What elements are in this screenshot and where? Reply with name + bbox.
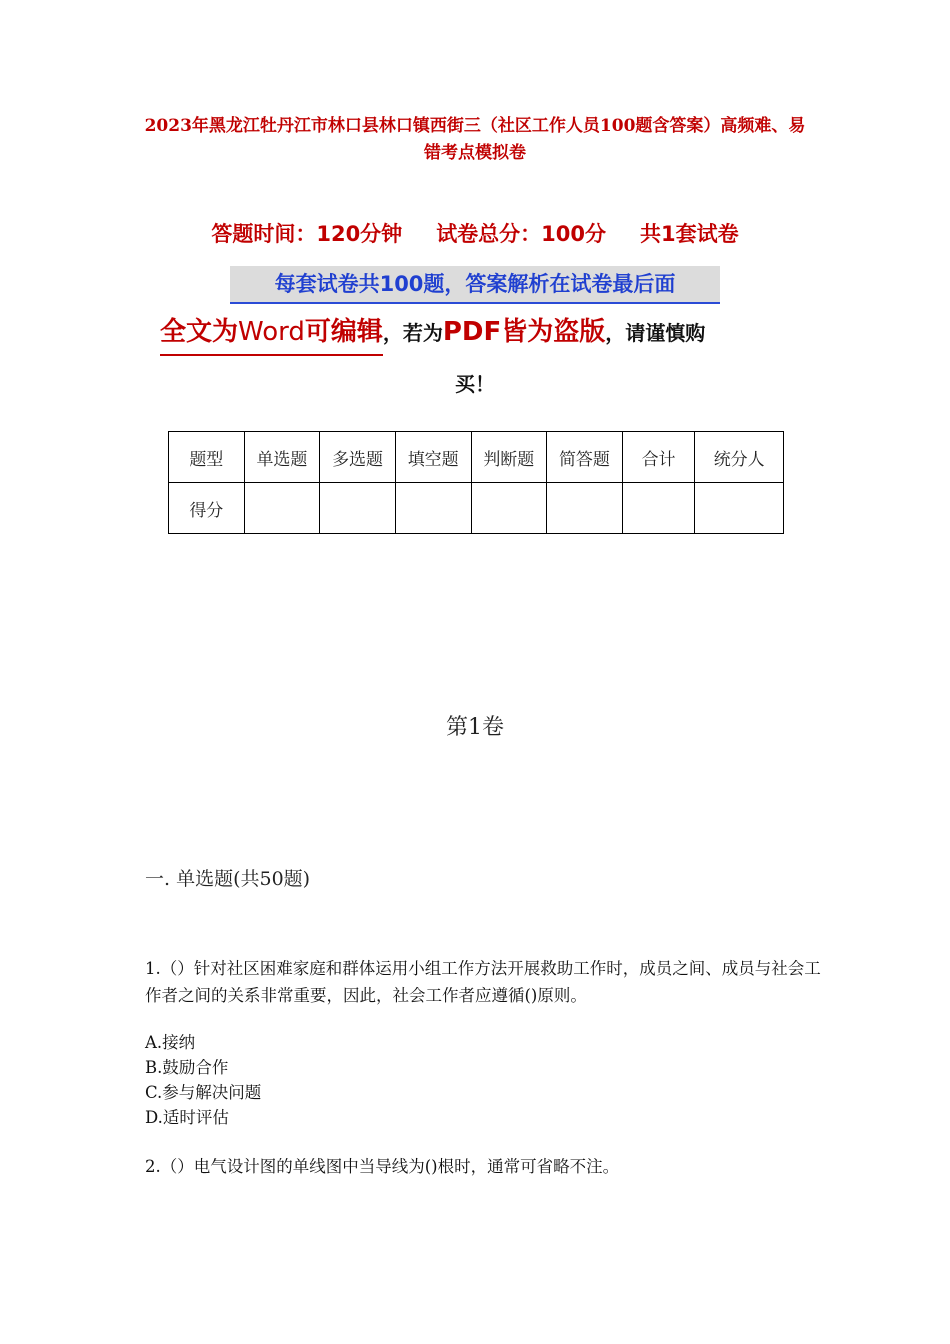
col-type: 题型 [169, 432, 245, 483]
score-cell[interactable] [395, 483, 471, 534]
copyright-warning [160, 312, 800, 356]
score-table-header-row [169, 432, 784, 483]
score-cell[interactable] [471, 483, 547, 534]
score-cell[interactable] [622, 483, 695, 534]
option-b[interactable]: B.鼓励合作 [145, 1058, 229, 1077]
score-row-label: 得分 [169, 483, 245, 534]
warn-pdf: PDF皆为盗版 [442, 317, 606, 347]
option-c[interactable]: C.参与解决问题 [145, 1083, 262, 1102]
score-cell[interactable] [547, 483, 623, 534]
col-short-answer: 简答题 [547, 432, 623, 483]
col-multi-choice: 多选题 [320, 432, 396, 483]
warn-part1: 全文为 [160, 317, 239, 347]
question-2: 2.（）电气设计图的单线图中当导线为()根时，通常可省略不注。 [145, 1157, 620, 1176]
score-table-score-row [169, 483, 784, 534]
score-cell[interactable] [244, 483, 320, 534]
col-scorer: 统分人 [695, 432, 784, 483]
document-title: 2023年黑龙江牡丹江市林口县林口镇西街三（社区工作人员100题含答案）高频难、易错考点模拟卷 [144, 116, 806, 163]
option-a[interactable]: A.接纳 [145, 1033, 196, 1052]
col-true-false: 判断题 [471, 432, 547, 483]
exam-info-line [0, 218, 950, 248]
copyright-warning-continued: 买！ [455, 372, 495, 396]
warn-word: Word [238, 317, 305, 347]
volume-title: 第1卷 [446, 715, 504, 740]
exam-time: 答题时间：120分钟 [211, 222, 403, 246]
exam-sets: 共1套试卷 [640, 222, 739, 246]
col-total: 合计 [622, 432, 695, 483]
score-table [168, 431, 784, 534]
option-d[interactable]: D.适时评估 [145, 1108, 229, 1127]
question-1-options [145, 1030, 261, 1130]
col-single-choice: 单选题 [244, 432, 320, 483]
warn-comma2: ，请谨慎购 [605, 321, 706, 345]
warn-part2: 可编辑 [304, 317, 383, 347]
score-cell[interactable] [695, 483, 784, 534]
col-fill-blank: 填空题 [395, 432, 471, 483]
answer-notice: 每套试卷共100题，答案解析在试卷最后面 [230, 266, 720, 304]
score-cell[interactable] [320, 483, 396, 534]
warn-comma1: ，若为 [382, 321, 443, 345]
exam-total-score: 试卷总分：100分 [436, 222, 607, 246]
question-1: 1.（）针对社区困难家庭和群体运用小组工作方法开展救助工作时，成员之间、成员与社会工作者之间的关系非常重要，因此，社会工作者应遵循()原则。 [145, 959, 821, 1005]
word-editable-note [160, 312, 383, 356]
section-title: 一. 单选题(共50题) [145, 868, 311, 890]
